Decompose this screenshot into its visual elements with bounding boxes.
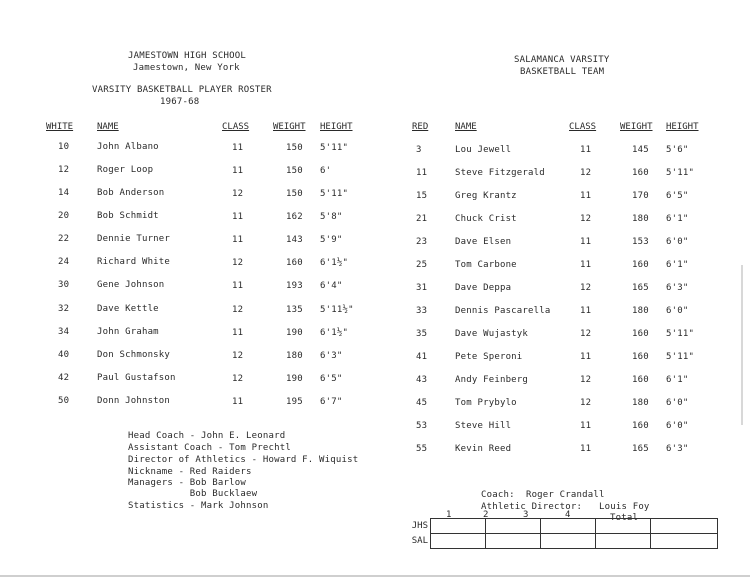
player-name: Pete Speroni bbox=[455, 352, 523, 362]
player-height: 5'9" bbox=[320, 235, 343, 245]
player-weight: 170 bbox=[632, 191, 649, 201]
player-class: 12 bbox=[580, 375, 592, 385]
jhs-header-weight: WEIGHT bbox=[273, 122, 306, 132]
player-weight: 150 bbox=[286, 143, 303, 153]
player-name: Chuck Crist bbox=[455, 214, 517, 224]
staff-line-managers: Managers - Bob Barlow bbox=[128, 478, 246, 488]
player-number: 14 bbox=[58, 188, 70, 198]
player-class: 11 bbox=[580, 352, 592, 362]
player-name: Steve Fitzgerald bbox=[455, 168, 545, 178]
player-class: 12 bbox=[232, 305, 244, 315]
quarter-label-3: 3 bbox=[523, 510, 529, 520]
score-cell bbox=[486, 519, 541, 534]
player-number: 50 bbox=[58, 396, 70, 406]
player-height: 6'1½" bbox=[320, 328, 349, 338]
player-number: 31 bbox=[416, 283, 428, 293]
player-weight: 160 bbox=[632, 329, 649, 339]
player-height: 6'1" bbox=[666, 375, 689, 385]
player-number: 30 bbox=[58, 280, 70, 290]
total-label: Total bbox=[610, 513, 639, 523]
player-name: John Graham bbox=[97, 327, 159, 337]
staff-line-statistics: Statistics - Mark Johnson bbox=[128, 501, 269, 511]
player-weight: 190 bbox=[286, 374, 303, 384]
total-cell bbox=[651, 534, 718, 549]
player-height: 5'6" bbox=[666, 145, 689, 155]
player-class: 11 bbox=[232, 212, 244, 222]
player-class: 12 bbox=[580, 168, 592, 178]
jhs-roster-title: VARSITY BASKETBALL PLAYER ROSTER bbox=[92, 85, 272, 95]
scoreboard-row-sal bbox=[404, 534, 718, 549]
player-height: 5'8" bbox=[320, 212, 343, 222]
jhs-header-class: CLASS bbox=[222, 122, 250, 132]
score-cell bbox=[431, 519, 486, 534]
player-class: 11 bbox=[580, 260, 592, 270]
player-class: 12 bbox=[580, 329, 592, 339]
staff-line-athletic-director: Director of Athletics - Howard F. Wiquist bbox=[128, 455, 359, 465]
player-number: 33 bbox=[416, 306, 428, 316]
player-number: 40 bbox=[58, 350, 70, 360]
player-height: 6'0" bbox=[666, 398, 689, 408]
player-weight: 180 bbox=[632, 306, 649, 316]
player-weight: 160 bbox=[632, 375, 649, 385]
player-name: Steve Hill bbox=[455, 421, 512, 431]
player-height: 6'1" bbox=[666, 214, 689, 224]
staff-line-assistant-coach: Assistant Coach - Tom Prechtl bbox=[128, 443, 291, 453]
sal-header-number: RED bbox=[412, 122, 429, 132]
player-weight: 153 bbox=[632, 237, 649, 247]
row-label: SAL bbox=[411, 536, 428, 546]
player-name: John Albano bbox=[97, 142, 159, 152]
player-weight: 180 bbox=[286, 351, 303, 361]
player-number: 23 bbox=[416, 237, 428, 247]
player-number: 10 bbox=[58, 142, 70, 152]
player-weight: 195 bbox=[286, 397, 303, 407]
player-name: Dave Elsen bbox=[455, 237, 512, 247]
player-name: Lou Jewell bbox=[455, 145, 512, 155]
player-weight: 160 bbox=[632, 421, 649, 431]
row-label: JHS bbox=[411, 521, 428, 531]
score-cell bbox=[431, 534, 486, 549]
player-height: 6'4" bbox=[320, 281, 343, 291]
jhs-header-height: HEIGHT bbox=[320, 122, 353, 132]
player-number: 11 bbox=[416, 168, 428, 178]
player-height: 5'11½" bbox=[320, 305, 354, 315]
player-height: 6'1" bbox=[666, 260, 689, 270]
player-number: 41 bbox=[416, 352, 428, 362]
player-weight: 160 bbox=[286, 258, 303, 268]
player-height: 6'7" bbox=[320, 397, 343, 407]
player-weight: 145 bbox=[632, 145, 649, 155]
player-height: 5'11" bbox=[666, 352, 695, 362]
player-class: 11 bbox=[232, 235, 244, 245]
player-class: 11 bbox=[580, 421, 592, 431]
player-class: 11 bbox=[580, 145, 592, 155]
quarter-label-4: 4 bbox=[565, 510, 571, 520]
player-name: Bob Schmidt bbox=[97, 211, 159, 221]
player-class: 11 bbox=[232, 397, 244, 407]
jhs-header-name: NAME bbox=[97, 122, 119, 132]
score-cell bbox=[596, 519, 651, 534]
player-weight: 180 bbox=[632, 398, 649, 408]
player-name: Dennie Turner bbox=[97, 234, 171, 244]
player-class: 12 bbox=[580, 283, 592, 293]
player-class: 12 bbox=[232, 351, 244, 361]
player-name: Dennis Pascarella bbox=[455, 306, 551, 316]
player-name: Richard White bbox=[97, 257, 171, 267]
player-height: 5'11" bbox=[666, 168, 695, 178]
jhs-header-number: WHITE bbox=[46, 122, 74, 132]
player-weight: 193 bbox=[286, 281, 303, 291]
player-class: 11 bbox=[232, 281, 244, 291]
player-name: Don Schmonsky bbox=[97, 350, 171, 360]
staff-line-managers-2: Bob Bucklaew bbox=[128, 489, 258, 499]
total-cell bbox=[651, 519, 718, 534]
sal-school-name: SALAMANCA VARSITY bbox=[514, 55, 610, 65]
player-height: 5'11" bbox=[666, 329, 695, 339]
player-number: 25 bbox=[416, 260, 428, 270]
player-class: 11 bbox=[580, 237, 592, 247]
player-class: 12 bbox=[232, 374, 244, 384]
player-number: 15 bbox=[416, 191, 428, 201]
player-name: Andy Feinberg bbox=[455, 375, 529, 385]
player-weight: 162 bbox=[286, 212, 303, 222]
player-height: 6'5" bbox=[320, 374, 343, 384]
player-number: 53 bbox=[416, 421, 428, 431]
player-number: 24 bbox=[58, 257, 70, 267]
sal-team-name: BASKETBALL TEAM bbox=[520, 67, 605, 77]
sal-athletic-director: Athletic Director: Louis Foy bbox=[481, 502, 650, 512]
player-height: 6' bbox=[320, 166, 332, 176]
player-weight: 150 bbox=[286, 166, 303, 176]
player-name: Roger Loop bbox=[97, 165, 154, 175]
player-class: 12 bbox=[232, 189, 244, 199]
player-weight: 150 bbox=[286, 189, 303, 199]
player-name: Dave Deppa bbox=[455, 283, 512, 293]
page-bottom-edge bbox=[0, 575, 750, 577]
player-height: 6'0" bbox=[666, 306, 689, 316]
sal-header-name: NAME bbox=[455, 122, 477, 132]
player-height: 5'11" bbox=[320, 189, 349, 199]
player-class: 11 bbox=[232, 166, 244, 176]
player-class: 12 bbox=[580, 214, 592, 224]
score-cell bbox=[541, 519, 596, 534]
player-weight: 180 bbox=[632, 214, 649, 224]
sal-header-weight: WEIGHT bbox=[620, 122, 653, 132]
staff-line-head-coach: Head Coach - John E. Leonard bbox=[128, 431, 286, 441]
player-height: 6'3" bbox=[666, 283, 689, 293]
player-name: Donn Johnston bbox=[97, 396, 171, 406]
player-name: Dave Wujastyk bbox=[455, 329, 529, 339]
player-number: 3 bbox=[416, 145, 422, 155]
sal-header-class: CLASS bbox=[569, 122, 597, 132]
player-number: 20 bbox=[58, 211, 70, 221]
player-height: 6'0" bbox=[666, 237, 689, 247]
jhs-season: 1967-68 bbox=[160, 97, 200, 107]
player-name: Dave Kettle bbox=[97, 304, 159, 314]
player-class: 11 bbox=[580, 306, 592, 316]
player-class: 11 bbox=[232, 328, 244, 338]
player-weight: 160 bbox=[632, 168, 649, 178]
player-height: 6'1½" bbox=[320, 258, 349, 268]
player-weight: 165 bbox=[632, 283, 649, 293]
player-height: 6'3" bbox=[666, 444, 689, 454]
player-weight: 135 bbox=[286, 305, 303, 315]
jhs-school-name: JAMESTOWN HIGH SCHOOL bbox=[128, 51, 246, 61]
quarter-label-2: 2 bbox=[483, 510, 489, 520]
player-number: 45 bbox=[416, 398, 428, 408]
score-cell bbox=[486, 534, 541, 549]
player-class: 12 bbox=[232, 258, 244, 268]
player-number: 35 bbox=[416, 329, 428, 339]
player-class: 11 bbox=[580, 191, 592, 201]
player-weight: 165 bbox=[632, 444, 649, 454]
player-class: 11 bbox=[232, 143, 244, 153]
player-height: 6'0" bbox=[666, 421, 689, 431]
player-name: Bob Anderson bbox=[97, 188, 165, 198]
player-height: 6'3" bbox=[320, 351, 343, 361]
quarter-label-1: 1 bbox=[446, 510, 452, 520]
player-name: Paul Gustafson bbox=[97, 373, 176, 383]
player-weight: 190 bbox=[286, 328, 303, 338]
player-name: Tom Carbone bbox=[455, 260, 517, 270]
player-weight: 160 bbox=[632, 352, 649, 362]
player-name: Greg Krantz bbox=[455, 191, 517, 201]
player-name: Kevin Reed bbox=[455, 444, 512, 454]
scoreboard-row-jhs bbox=[404, 519, 718, 534]
player-number: 42 bbox=[58, 373, 70, 383]
jhs-city: Jamestown, New York bbox=[133, 63, 240, 73]
score-cell bbox=[541, 534, 596, 549]
staff-line-nickname: Nickname - Red Raiders bbox=[128, 467, 252, 477]
player-class: 12 bbox=[580, 398, 592, 408]
player-number: 21 bbox=[416, 214, 428, 224]
player-number: 12 bbox=[58, 165, 70, 175]
scoreboard-grid bbox=[404, 518, 718, 549]
player-number: 32 bbox=[58, 304, 70, 314]
sal-header-height: HEIGHT bbox=[666, 122, 699, 132]
player-name: Gene Johnson bbox=[97, 280, 165, 290]
player-weight: 143 bbox=[286, 235, 303, 245]
scan-edge-line bbox=[741, 265, 743, 425]
player-class: 11 bbox=[580, 444, 592, 454]
player-number: 22 bbox=[58, 234, 70, 244]
player-height: 6'5" bbox=[666, 191, 689, 201]
player-number: 43 bbox=[416, 375, 428, 385]
score-cell bbox=[596, 534, 651, 549]
player-name: Tom Prybylo bbox=[455, 398, 517, 408]
player-weight: 160 bbox=[632, 260, 649, 270]
player-number: 55 bbox=[416, 444, 428, 454]
player-height: 5'11" bbox=[320, 143, 349, 153]
sal-coach: Coach: Roger Crandall bbox=[481, 490, 605, 500]
player-number: 34 bbox=[58, 327, 70, 337]
